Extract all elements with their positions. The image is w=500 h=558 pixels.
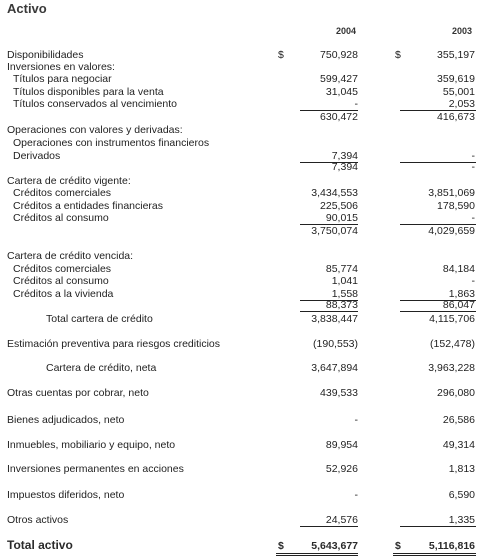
table-row [0, 362, 500, 375]
underline-rule [300, 311, 358, 312]
row-label: Créditos comerciales [13, 187, 112, 199]
currency-symbol: $ [278, 540, 284, 552]
row-label: Estimación preventiva para riesgos crediticios [7, 338, 221, 350]
value-2003: 3,963,228 [428, 362, 475, 374]
row-label: Títulos para negociar [13, 73, 112, 85]
table-row [0, 225, 500, 238]
row-label: Títulos conservados al vencimiento [13, 98, 177, 110]
table-row [0, 387, 500, 400]
row-label: Inversiones en valores: [7, 61, 115, 73]
row-label: Operaciones con valores y derivadas: [7, 124, 183, 136]
value-2004: 1,041 [331, 275, 358, 287]
underline-rule [400, 311, 476, 312]
value-2004: (190,553) [313, 338, 358, 350]
value-2004: 52,926 [325, 463, 358, 475]
table-row [0, 489, 500, 502]
row-label: Total cartera de crédito [46, 313, 153, 325]
value-2003: 26,586 [442, 414, 475, 426]
underline-rule [276, 555, 358, 556]
value-2004: 85,774 [325, 263, 358, 275]
value-2004: 89,954 [325, 439, 358, 451]
section-title: Activo [7, 1, 47, 16]
value-2003: 86,047 [442, 299, 475, 311]
total-row [0, 540, 500, 553]
row-label: Otros activos [7, 514, 69, 526]
row-label: Operaciones con instrumentos financieros [13, 137, 210, 149]
value-2003: 49,314 [442, 439, 475, 451]
value-2004: 599,427 [320, 73, 358, 85]
value-2003: 359,619 [437, 73, 475, 85]
currency-symbol: $ [278, 49, 284, 61]
value-2004: 31,045 [325, 86, 358, 98]
table-row [0, 187, 500, 200]
underline-rule [300, 526, 358, 527]
value-2004: 3,434,553 [311, 187, 358, 199]
underline-rule [393, 555, 476, 556]
value-2004: 7,394 [331, 161, 358, 173]
table-row [0, 137, 500, 150]
value-2004: 3,750,074 [311, 225, 358, 237]
value-2004: - [354, 98, 358, 110]
value-2003: 84,184 [442, 263, 475, 275]
underline-rule [393, 553, 476, 554]
value-2003: 55,001 [442, 86, 475, 98]
table-row [0, 161, 500, 174]
value-2003: 178,590 [437, 200, 475, 212]
underline-rule [400, 526, 476, 527]
value-2003: 355,197 [437, 49, 475, 61]
row-label: Impuestos diferidos, neto [7, 489, 125, 501]
value-2004: 225,506 [320, 200, 358, 212]
year-header-2004: 2004 [335, 26, 356, 36]
row-label: Títulos disponibles para la venta [13, 86, 164, 98]
value-2004: 7,394 [331, 150, 358, 162]
value-2003: 1,863 [448, 288, 475, 300]
table-row [0, 111, 500, 124]
value-2004: 439,533 [320, 387, 358, 399]
value-2003: 296,080 [437, 387, 475, 399]
value-2003: - [471, 150, 475, 162]
value-2004: - [354, 414, 358, 426]
table-row [0, 414, 500, 427]
row-label: Créditos al consumo [13, 212, 109, 224]
value-2004: 630,472 [320, 111, 358, 123]
value-2003: 416,673 [437, 111, 475, 123]
row-label: Cartera de crédito vigente: [7, 175, 131, 187]
value-2004: 750,928 [320, 49, 358, 61]
table-row [0, 463, 500, 476]
row-label: Bienes adjudicados, neto [7, 414, 125, 426]
table-row [0, 439, 500, 452]
value-2003: - [471, 161, 475, 173]
row-label: Cartera de crédito, neta [46, 362, 157, 374]
row-label: Disponibilidades [7, 49, 84, 61]
table-row [0, 73, 500, 86]
value-2003: - [471, 275, 475, 287]
value-2003: 1,335 [448, 514, 475, 526]
value-2004: 3,647,894 [311, 362, 358, 374]
row-label: Créditos comerciales [13, 263, 112, 275]
value-2004: 90,015 [325, 212, 358, 224]
value-2003: - [471, 212, 475, 224]
row-label: Créditos a entidades financieras [13, 200, 164, 212]
value-2003: 3,851,069 [428, 187, 475, 199]
value-2003: (152,478) [430, 338, 475, 350]
currency-symbol: $ [395, 540, 401, 552]
value-2004: 5,643,677 [311, 540, 358, 552]
value-2003: 2,053 [448, 98, 475, 110]
table-row [0, 313, 500, 326]
value-2004: - [354, 489, 358, 501]
table-row [0, 275, 500, 288]
row-label: Cartera de crédito vencida: [7, 250, 134, 262]
value-2003: 1,813 [448, 463, 475, 475]
value-2004: 24,576 [325, 514, 358, 526]
value-2004: 1,558 [331, 288, 358, 300]
year-header-2003: 2003 [451, 26, 472, 36]
value-2003: 4,115,706 [429, 313, 475, 325]
table-row [0, 338, 500, 351]
row-label: Inversiones permanentes en acciones [7, 463, 184, 475]
row-label: Derivados [13, 150, 61, 162]
row-label: Créditos al consumo [13, 275, 109, 287]
value-2004: 88,373 [325, 299, 358, 311]
currency-symbol: $ [395, 49, 401, 61]
underline-rule [276, 553, 358, 554]
row-label: Total activo [7, 538, 73, 552]
value-2003: 4,029,659 [428, 225, 475, 237]
row-label: Inmuebles, mobiliario y equipo, neto [7, 439, 176, 451]
row-label: Créditos a la vivienda [13, 288, 114, 300]
value-2003: 6,590 [448, 489, 475, 501]
row-label: Otras cuentas por cobrar, neto [7, 387, 149, 399]
value-2003: 5,116,816 [428, 540, 475, 552]
table-row [0, 124, 500, 137]
value-2004: 3,838,447 [311, 313, 358, 325]
table-row [0, 250, 500, 263]
